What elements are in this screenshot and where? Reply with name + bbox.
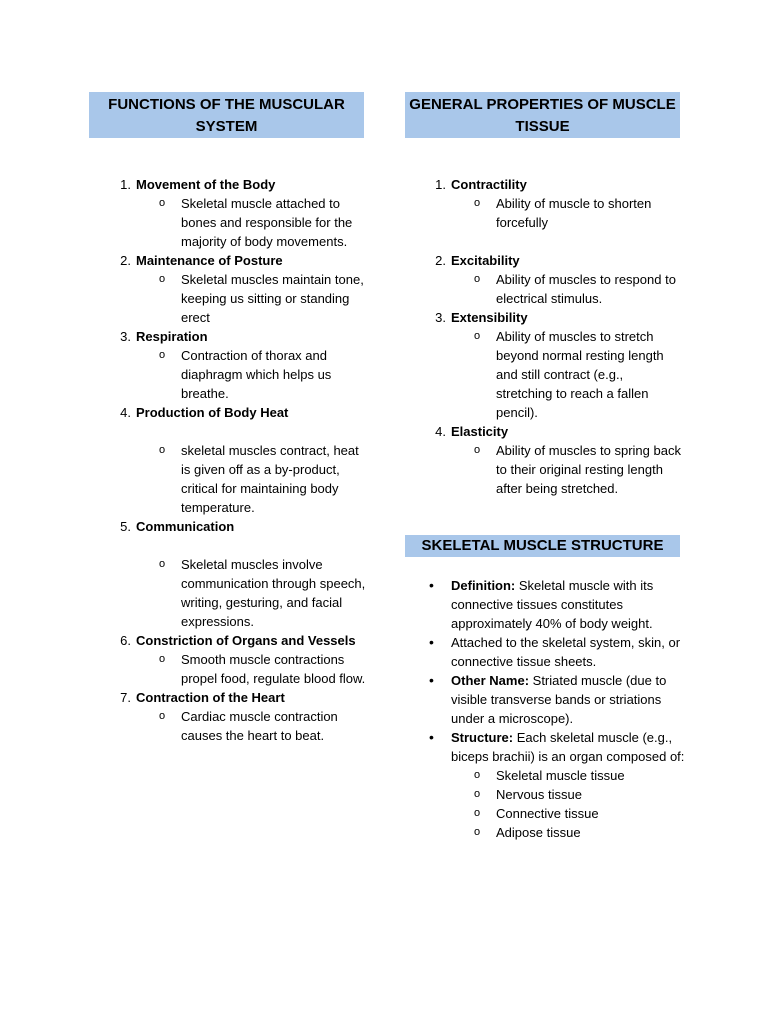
function-item-3	[111, 327, 371, 403]
component-item	[474, 766, 686, 785]
function-title: Movement of the Body	[136, 177, 276, 192]
function-detail-text: Skeletal muscles involve communication through speech, writing, gesturing, and facial expressions.	[181, 557, 366, 629]
list-number: 1.	[435, 177, 446, 192]
property-detail	[474, 441, 681, 498]
list-number: 4.	[120, 405, 131, 420]
list-number: 3.	[120, 329, 131, 344]
function-detail	[159, 650, 371, 688]
circle-bullet-icon: o	[474, 826, 481, 838]
function-item-7	[111, 688, 371, 745]
list-number: 4.	[435, 424, 446, 439]
function-item-5	[111, 517, 371, 631]
property-title: Excitability	[451, 253, 520, 268]
function-detail-text: skeletal muscles contract, heat is given off as a by-product, critical for maintaining body temperature.	[181, 443, 359, 515]
component-item	[474, 804, 686, 823]
property-detail-text: Ability of muscle to shorten forcefully	[496, 196, 652, 230]
circle-bullet-icon: o	[474, 769, 481, 781]
dot-bullet-icon: •	[429, 729, 434, 745]
function-title: Maintenance of Posture	[136, 253, 283, 268]
dot-bullet-icon: •	[429, 577, 434, 593]
bullet-label: Definition:	[451, 578, 516, 593]
property-detail	[474, 270, 681, 308]
function-detail	[159, 346, 371, 403]
circle-bullet-icon: o	[159, 197, 166, 209]
property-item-1	[426, 175, 681, 251]
component-text: Connective tissue	[496, 806, 599, 821]
circle-bullet-icon: o	[159, 444, 166, 456]
property-item-2	[426, 251, 681, 308]
bullet-text: Each skeletal muscle (e.g., biceps brachii) is an organ composed of:	[451, 730, 685, 764]
property-item-4	[426, 422, 681, 498]
structure-list	[424, 576, 686, 842]
function-title: Respiration	[136, 329, 208, 344]
list-number: 5.	[120, 519, 131, 534]
function-title: Communication	[136, 519, 235, 534]
list-number: 6.	[120, 633, 131, 648]
function-detail-text: Smooth muscle contractions propel food, regulate blood flow.	[181, 652, 366, 686]
property-detail	[474, 327, 681, 422]
function-detail	[159, 270, 371, 327]
circle-bullet-icon: o	[474, 273, 481, 285]
circle-bullet-icon: o	[474, 788, 481, 800]
function-item-1	[111, 175, 371, 251]
function-item-2	[111, 251, 371, 327]
function-detail	[159, 441, 371, 517]
property-detail-text: Ability of muscles to spring back to their original resting length after being stretched.	[496, 443, 681, 496]
structure-heading: SKELETAL MUSCLE STRUCTURE	[405, 535, 680, 557]
structure-bullet-structure	[429, 728, 686, 766]
list-number: 7.	[120, 690, 131, 705]
dot-bullet-icon: •	[429, 634, 434, 650]
property-detail-text: Ability of muscles to respond to electrical stimulus.	[496, 272, 676, 306]
structure-bullet-attachment	[429, 633, 686, 671]
property-title: Elasticity	[451, 424, 509, 439]
function-detail-text: Skeletal muscles maintain tone, keeping us sitting or standing erect	[181, 272, 364, 325]
list-number: 2.	[435, 253, 446, 268]
circle-bullet-icon: o	[159, 349, 166, 361]
property-item-3	[426, 308, 681, 422]
component-text: Skeletal muscle tissue	[496, 768, 625, 783]
function-detail-text: Cardiac muscle contraction causes the heart to beat.	[181, 709, 338, 743]
property-detail-text: Ability of muscles to stretch beyond normal resting length and still contract (e.g., stretching to reach a fallen pencil).	[496, 329, 664, 420]
dot-bullet-icon: •	[429, 672, 434, 688]
list-number: 3.	[435, 310, 446, 325]
circle-bullet-icon: o	[159, 558, 166, 570]
function-title: Contraction of the Heart	[136, 690, 285, 705]
function-item-6	[111, 631, 371, 688]
function-detail-text: Skeletal muscle attached to bones and responsible for the majority of body movements.	[181, 196, 353, 249]
bullet-text: Attached to the skeletal system, skin, or connective tissue sheets.	[451, 635, 681, 669]
circle-bullet-icon: o	[159, 710, 166, 722]
properties-list	[426, 175, 681, 498]
circle-bullet-icon: o	[474, 444, 481, 456]
circle-bullet-icon: o	[159, 273, 166, 285]
function-detail	[159, 555, 371, 631]
bullet-label: Structure:	[451, 730, 514, 745]
functions-heading: FUNCTIONS OF THE MUSCULAR SYSTEM	[89, 92, 364, 138]
functions-list	[111, 175, 371, 745]
properties-heading: GENERAL PROPERTIES OF MUSCLE TISSUE	[405, 92, 680, 138]
bullet-text: Skeletal muscle with its connective tissues constitutes approximately 40% of body weight.	[451, 578, 654, 631]
bullet-text: Striated muscle (due to visible transverse bands or striations under a microscope).	[451, 673, 667, 726]
property-title: Contractility	[451, 177, 527, 192]
bullet-label: Other Name:	[451, 673, 530, 688]
function-detail	[159, 194, 371, 251]
list-number: 2.	[120, 253, 131, 268]
function-item-4	[111, 403, 371, 517]
circle-bullet-icon: o	[159, 653, 166, 665]
list-number: 1.	[120, 177, 131, 192]
component-text: Nervous tissue	[496, 787, 582, 802]
circle-bullet-icon: o	[474, 807, 481, 819]
component-item	[474, 823, 686, 842]
function-detail-text: Contraction of thorax and diaphragm which helps us breathe.	[181, 348, 332, 401]
function-detail	[159, 707, 371, 745]
function-title: Constriction of Organs and Vessels	[136, 633, 356, 648]
structure-bullet-definition	[429, 576, 686, 633]
circle-bullet-icon: o	[474, 197, 481, 209]
component-text: Adipose tissue	[496, 825, 581, 840]
property-detail	[474, 194, 681, 232]
component-item	[474, 785, 686, 804]
function-title: Production of Body Heat	[136, 405, 289, 420]
property-title: Extensibility	[451, 310, 528, 325]
circle-bullet-icon: o	[474, 330, 481, 342]
structure-bullet-other-name	[429, 671, 686, 728]
